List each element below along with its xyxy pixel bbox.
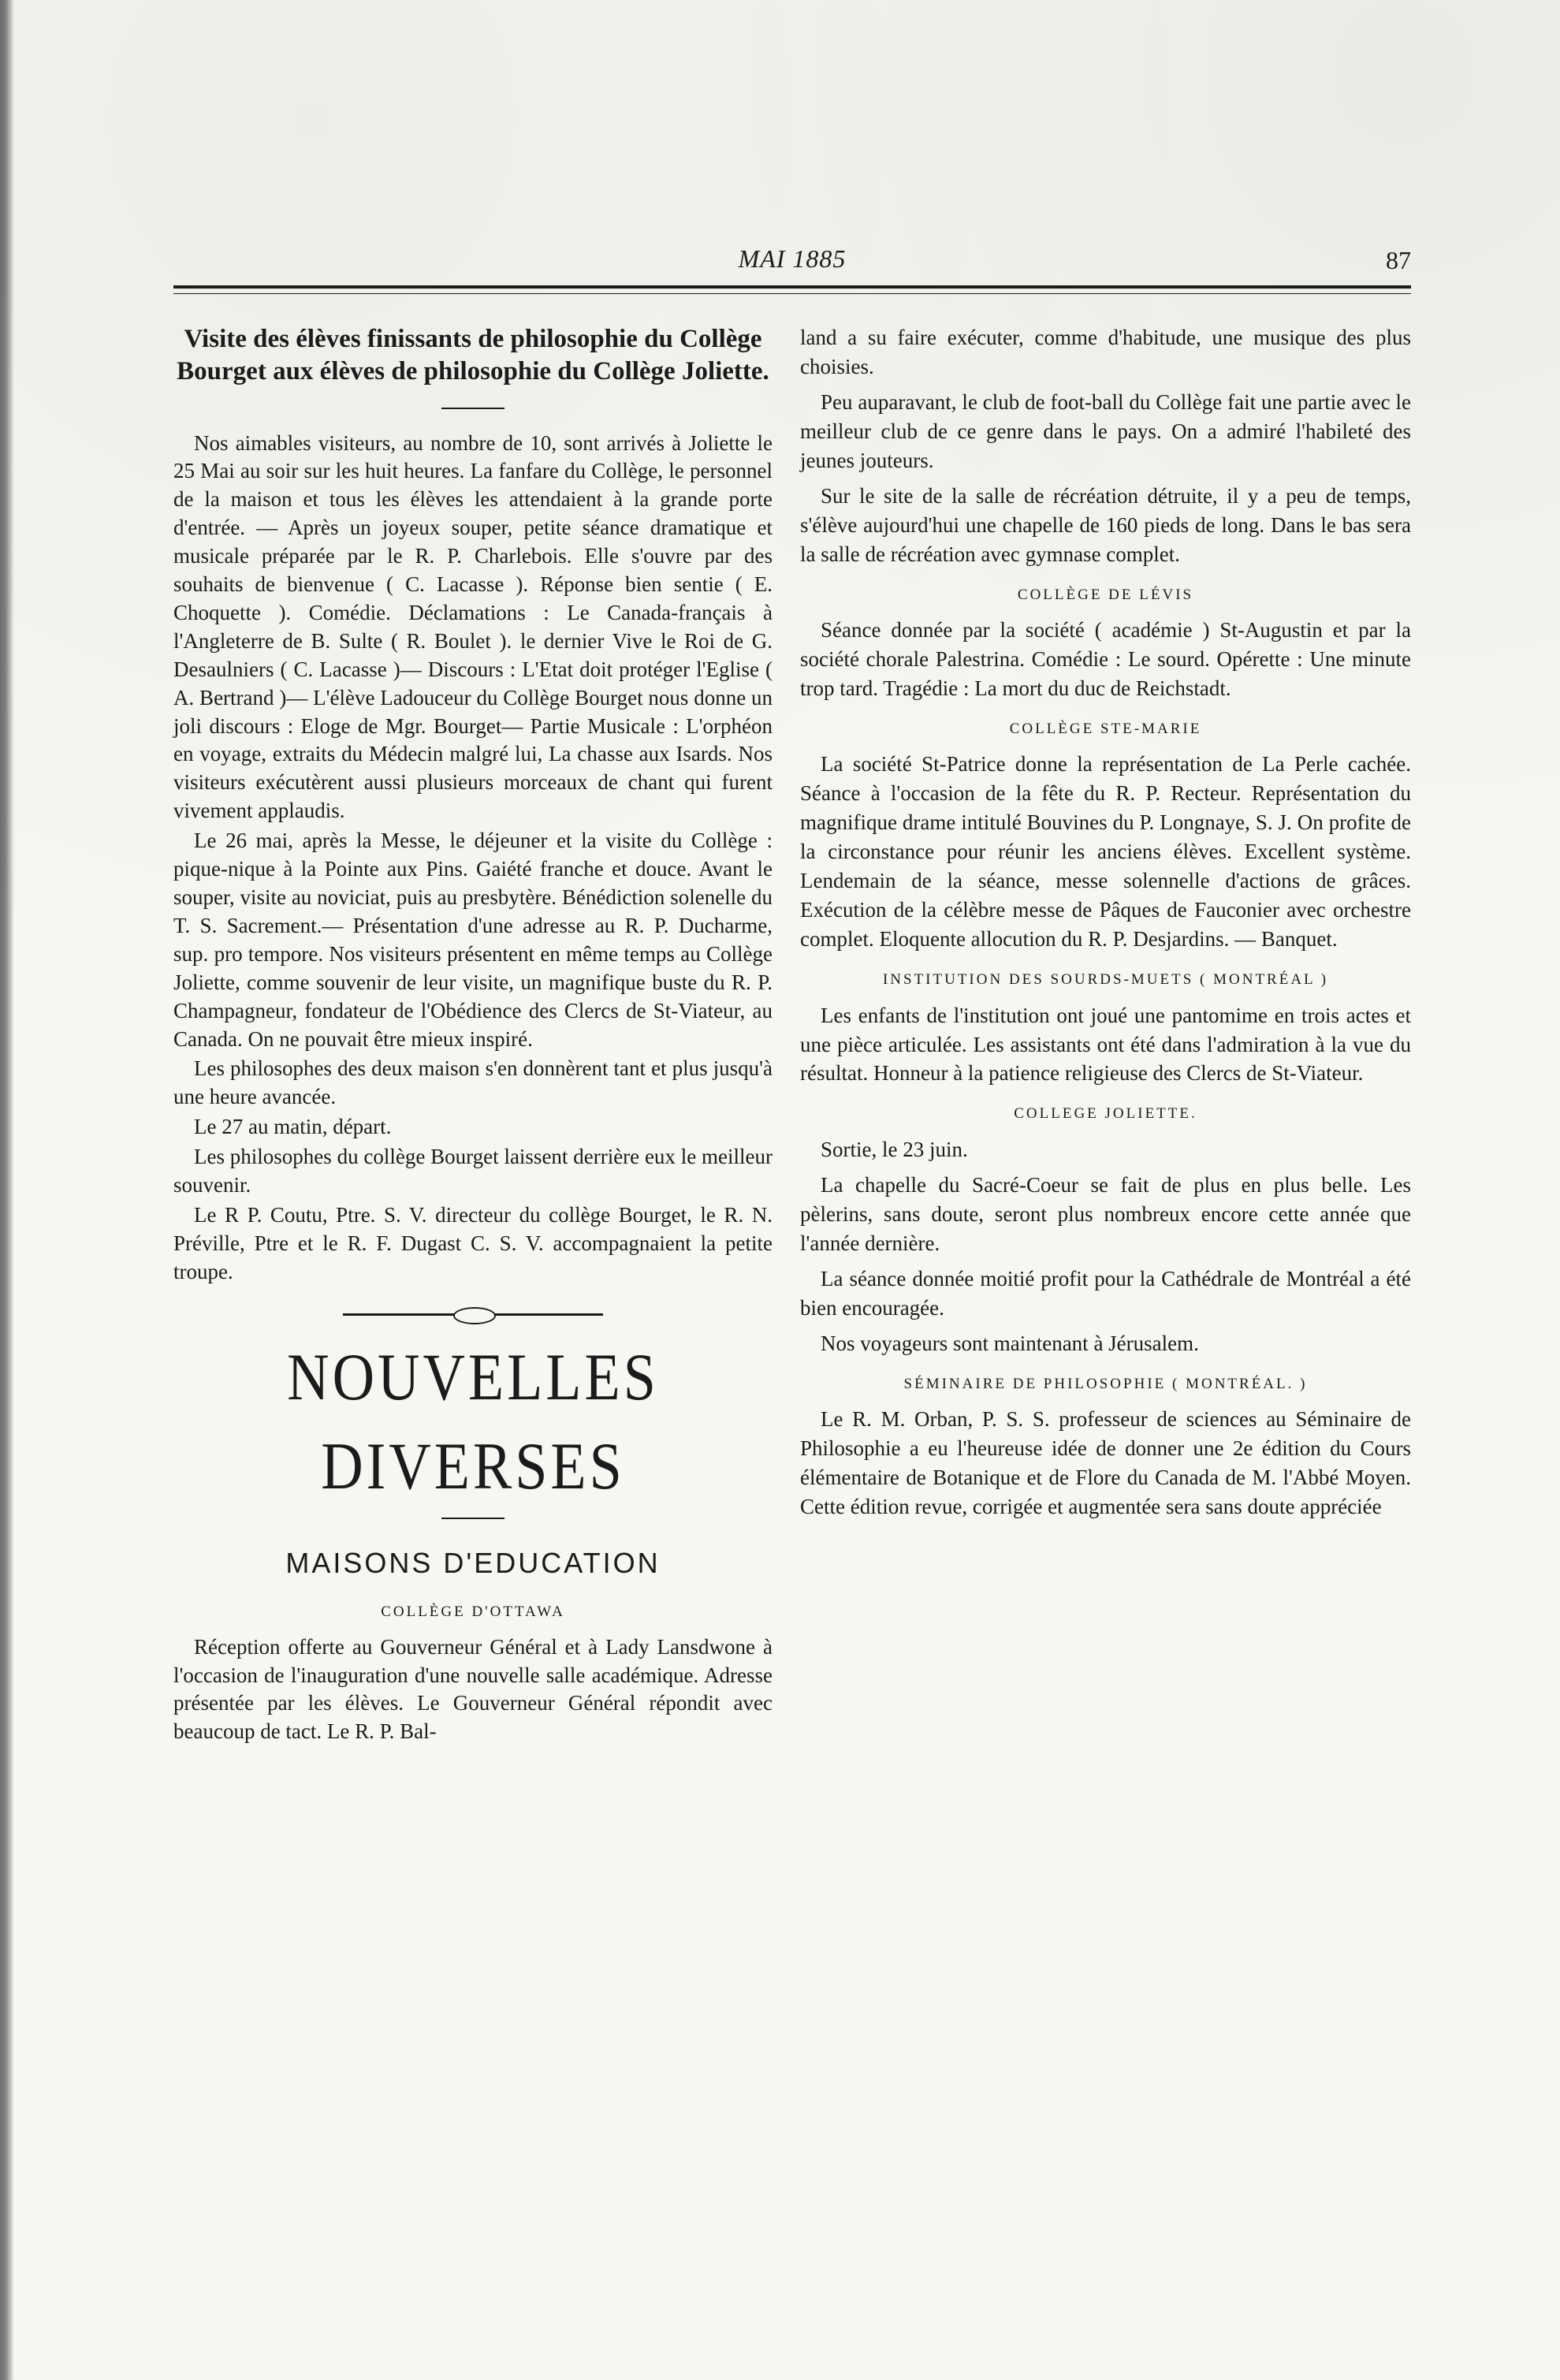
article-paragraph: Nos voyageurs sont maintenant à Jérusalem. bbox=[821, 1331, 1199, 1355]
subheading-seminaire-philosophie: SÉMINAIRE DE PHILOSOPHIE ( MONTRÉAL. ) bbox=[903, 1375, 1308, 1392]
title-separator bbox=[441, 408, 504, 409]
article-paragraph: Sortie, le 23 juin. bbox=[821, 1137, 968, 1161]
article-paragraph: Peu auparavant, le club de foot-ball du Collège fait une partie avec le meilleur club de ce genre dans le pays. On a admiré l'habileté des jeunes jouteurs. bbox=[800, 389, 1411, 472]
left-column bbox=[173, 323, 773, 1746]
article-paragraph: Nos aimables visiteurs, au nombre de 10, sont arrivés à Joliette le 25 Mai au soir sur les huit heures. La fanfare du Collège, le personnel de la maison et tous les élèves les attendaient à la grande porte d'entrée. — Après un joyeux souper, petite séance dramatique et musicale préparée par le R. P. Charlebois. Elle s'ouvre par des souhaits de bienvenue ( C. Lacasse ). Réponse bien sentie ( E. Choquette ). Comédie. Déclamations : Le Canada-français à l'Angleterre de B. Sulte ( R. Boulet ). le dernier Vive le Roi de G. Desaulniers ( C. Lacasse )— Discours : L'Etat doit protéger l'Eglise ( A. Bertrand )— L'élève Ladouceur du Collège Bourget nous donne un joli discours : Eloge de Mgr. Bourget— Partie Musicale : L'orphéon en voyage, extraits du Médecin malgré lui, La chasse aux Isards. Nos visiteurs exécutèrent aussi plusieurs morceaux de chant qui furent vivement applaudis. bbox=[173, 430, 773, 823]
article-paragraph: Le 26 mai, après la Messe, le déjeuner et la visite du Collège : pique-nique à la Pointe aux Pins. Gaiété franche et douce. Avant le souper, visite au noviciat, puis au presbytère. Bénédiction solenelle du T. S. Sacrement.— Présentation d'une adresse au R. P. Ducharme, sup. pro tempore. Nos visiteurs présentent en même temps au Collège Joliette, comme souvenir de leur visite, un magnifique buste du R. P. Champagneur, fondateur de l'Obédience des Clercs de St-Viateur, au Canada. On ne pouvait être mieux inspiré. bbox=[173, 829, 773, 1051]
section-separator bbox=[441, 1518, 504, 1519]
article-paragraph: Séance donnée par la société ( académie ) St-Augustin et par la société chorale Palestrina. Comédie : Le sourd. Opérette : Une minute trop tard. Tragédie : La mort du duc de Reichstadt. bbox=[800, 618, 1411, 701]
subheading-college-levis: COLLÈGE DE LÉVIS bbox=[1017, 586, 1194, 603]
article-paragraph: land a su faire exécuter, comme d'habitude, une musique des plus choisies. bbox=[800, 326, 1411, 378]
section-heading-maisons-education: MAISONS D'EDUCATION bbox=[285, 1546, 661, 1579]
right-column bbox=[800, 323, 1411, 1534]
ornamental-divider bbox=[343, 1307, 603, 1321]
article-paragraph: La chapelle du Sacré-Coeur se fait de plus en plus belle. Les pèlerins, sans doute, seront plus nombreux encore cette année que l'année dernière. bbox=[800, 1172, 1411, 1255]
section-title-nouvelles-diverses: NOUVELLES DIVERSES bbox=[287, 1340, 659, 1504]
article-paragraph: La séance donnée moitié profit pour la Cathédrale de Montréal a été bien encouragée. bbox=[800, 1266, 1411, 1320]
article-paragraph: Les enfants de l'institution ont joué une pantomime en trois actes et une pièce articulée. Les assistants ont été dans l'admiration à la vue du résultat. Honneur à la patience religieuse des Clercs de St-Viateur. bbox=[800, 1003, 1411, 1086]
header-rule-thick bbox=[173, 285, 1411, 289]
article-paragraph: Réception offerte au Gouverneur Général et à Lady Lansdwone à l'occasion de l'inauguration d'une nouvelle salle académique. Adresse présentée par les élèves. Le Gouverneur Général répondit avec beaucoup de tact. Le R. P. Bal- bbox=[173, 1634, 773, 1744]
article-title: Visite des élèves finissants de philosophie du Collège Bourget aux élèves de philosophie du Collège Joliette. bbox=[177, 325, 769, 386]
page-number: 87 bbox=[1386, 246, 1411, 274]
article-paragraph: La société St-Patrice donne la représentation de La Perle cachée. Séance à l'occasion de la fête du R. P. Recteur. Représentation du magnifique drame intitulé Bouvines du P. Longnaye, S. J. On profite de la circonstance pour réunir les anciens élèves. Excellent système. Lendemain de la séance, messe solennelle d'actions de grâces. Exécution de la célèbre messe de Pâques de Fauconier avec orchestre complet. Eloquente allocution du R. P. Desjardins. — Banquet. bbox=[800, 752, 1411, 952]
subheading-college-ottawa: COLLÈGE D'OTTAWA bbox=[381, 1603, 565, 1621]
page-binding-edge bbox=[0, 0, 14, 2380]
article-paragraph: Sur le site de la salle de récréation détruite, il y a peu de temps, s'élève aujourd'hui une chapelle de 160 pieds de long. Dans le bas sera la salle de récréation avec gymnase complet. bbox=[800, 483, 1411, 566]
page-header bbox=[173, 237, 1411, 284]
subheading-sourds-muets: INSTITUTION DES SOURDS-MUETS ( MONTRÉAL ) bbox=[882, 971, 1329, 989]
header-date: MAI 1885 bbox=[738, 244, 847, 273]
subheading-college-ste-marie: COLLÈGE STE-MARIE bbox=[1009, 721, 1202, 738]
header-rule-thin bbox=[173, 293, 1411, 294]
subheading-college-joliette: COLLEGE JOLIETTE. bbox=[1014, 1105, 1197, 1123]
article-paragraph: Les philosophes du collège Bourget laissent derrière eux le meilleur souvenir. bbox=[173, 1145, 773, 1197]
article-paragraph: Le R P. Coutu, Ptre. S. V. directeur du collège Bourget, le R. N. Préville, Ptre et le R. F. Dugast C. S. V. accompagnaient la petite troupe. bbox=[173, 1202, 773, 1283]
article-paragraph: Le 27 au matin, départ. bbox=[194, 1115, 392, 1139]
article-paragraph: Les philosophes des deux maison s'en donnèrent tant et plus jusqu'à une heure avancée. bbox=[173, 1056, 773, 1109]
article-paragraph: Le R. M. Orban, P. S. S. professeur de sciences au Séminaire de Philosophie a eu l'heureuse idée de donner une 2e édition du Cours élémentaire de Botanique et de Flore du Canada de M. l'Abbé Moyen. Cette édition revue, corrigée et augmentée sera sans doute appréciée bbox=[800, 1406, 1411, 1518]
